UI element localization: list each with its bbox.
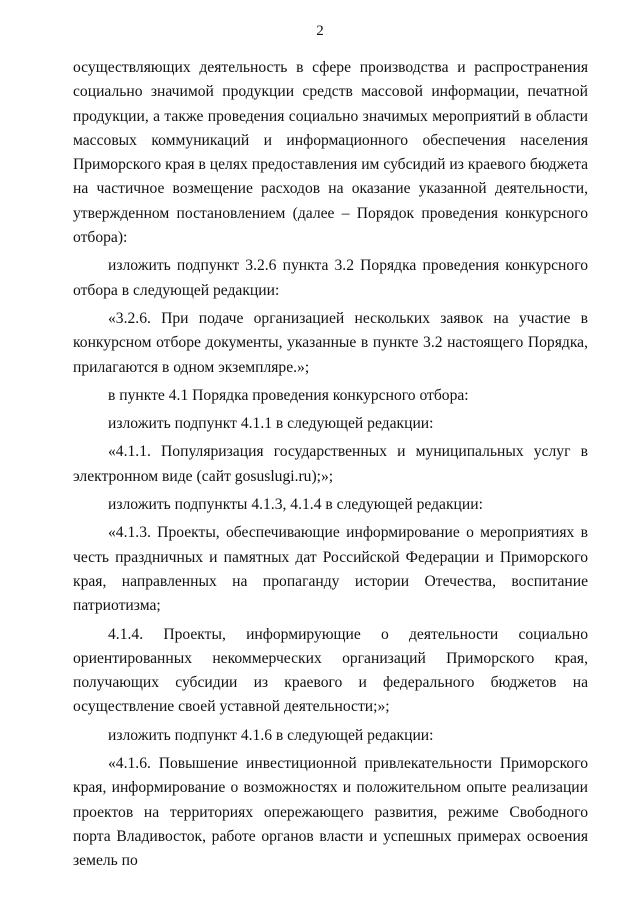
paragraph-amend-4-1-1: изложить подпункт 4.1.1 в следующей редакции: (108, 415, 434, 433)
paragraph-quote-4-1-3: «4.1.3. Проекты, обеспечивающие информирование о мероприятиях в честь праздничных и памятных дат Российской Федерации и Приморского края, направленных на пропаганду истории Отечества, воспитание патриотизма; (73, 524, 588, 615)
page-number: 2 (316, 23, 324, 39)
paragraph-point-4-1: в пункте 4.1 Порядка проведения конкурсного отбора: (108, 386, 469, 404)
paragraph-amend-3-2-6: изложить подпункт 3.2.6 пункта 3.2 Порядка проведения конкурсного отбора в следующей редакции: (73, 257, 588, 299)
paragraph-quote-3-2-6: «3.2.6. При подаче организацией нескольких заявок на участие в конкурсном отборе документы, указанные в пункте 3.2 настоящего Порядка, прилагаются в одном экземпляре.»; (73, 309, 588, 376)
paragraph-quote-4-1-4: 4.1.4. Проекты, информирующие о деятельности социально ориентированных некоммерческих организаций Приморского края, получающих субсидии из краевого и федерального бюджетов на осуществление своей уставной деятельности;»; (73, 625, 588, 716)
paragraph-amend-4-1-3-4: изложить подпункты 4.1.3, 4.1.4 в следующей редакции: (108, 496, 483, 514)
paragraph-continuation: осуществляющих деятельность в сфере производства и распространения социально значимой продукции средств массовой информации, печатной продукции, а также проведения социально значимых мероприятий в области массовых коммуникаций и информационного обеспечения населения Приморского края в целях предоставления им субсидий из краевого бюджета на частичное возмещение расходов на оказание указанной деятельности, утвержденном постановлением (далее – Порядок проведения конкурсного отбора): (73, 59, 588, 247)
document-body (73, 56, 588, 874)
paragraph-amend-4-1-6: изложить подпункт 4.1.6 в следующей редакции: (108, 726, 434, 744)
paragraph-quote-4-1-6: «4.1.6. Повышение инвестиционной привлекательности Приморского края, информирование о возможностях и положительном опыте реализации проектов на территориях опережающего развития, режиме Свободного порта Владивосток, работе органов власти и успешных примерах освоения земель по (73, 755, 588, 870)
paragraph-quote-4-1-1: «4.1.1. Популяризация государственных и муниципальных услуг в электронном виде (сайт gosuslugi.ru);»; (73, 443, 588, 485)
